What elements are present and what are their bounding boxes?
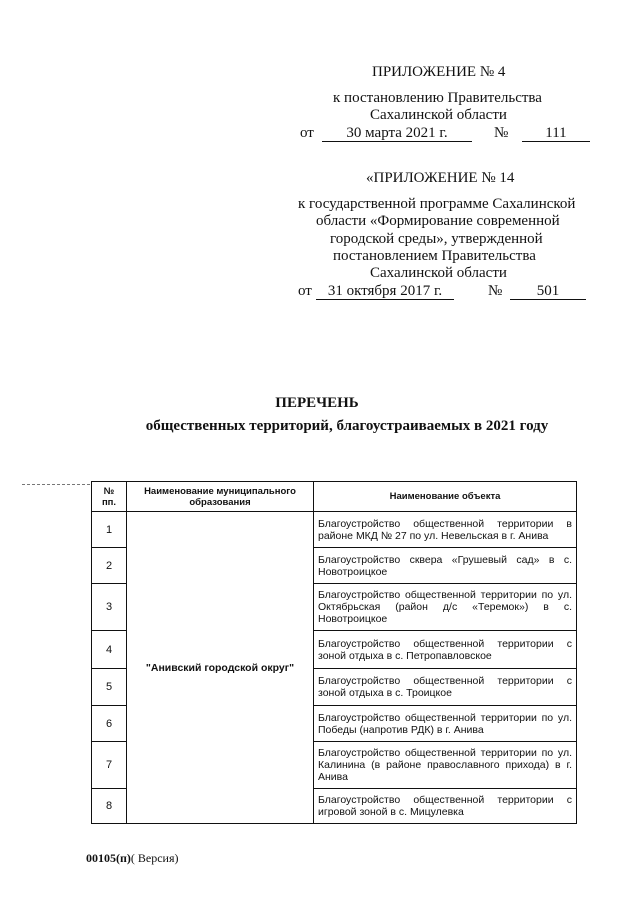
scan-mark	[22, 484, 90, 485]
municipality-cell: "Анивский городской округ"	[127, 512, 314, 824]
row-number: 7	[92, 742, 127, 789]
appendix-title: ПРИЛОЖЕНИЕ № 4	[372, 64, 506, 80]
row-number: 6	[92, 706, 127, 742]
document-title: ПЕРЕЧЕНЬ	[275, 395, 359, 411]
object-name: Благоустройство общественной территории в районе МКД № 27 по ул. Невельская в г. Анива	[314, 512, 577, 548]
program-number: 501	[536, 283, 560, 299]
appendix14-title: «ПРИЛОЖЕНИЕ № 14	[366, 170, 515, 186]
appendix-line-2: Сахалинской области	[370, 107, 507, 123]
object-name: Благоустройство общественной территории по ул. Октябрьская (район д/с «Теремок») в с. Новотроицкое	[314, 584, 577, 631]
row-number: 3	[92, 584, 127, 631]
decree-number: 111	[545, 125, 567, 141]
object-name: Благоустройство общественной территории с зоной отдыха в с. Троицкое	[314, 669, 577, 706]
appendix14-line-5: Сахалинской области	[370, 265, 507, 281]
program-date: 31 октября 2017 г.	[327, 283, 443, 299]
appendix14-line-3: городской среды», утвержденной	[330, 231, 543, 247]
row-number: 5	[92, 669, 127, 706]
object-name: Благоустройство общественной территории с игровой зоной в с. Мицулевка	[314, 789, 577, 824]
header-municipality: Наименование муниципального образования	[127, 482, 314, 512]
object-name: Благоустройство общественной территории по ул. Победы (напротив РДК) в г. Анива	[314, 706, 577, 742]
appendix14-line-1: к государственной программе Сахалинской	[298, 196, 576, 212]
row-number: 4	[92, 631, 127, 669]
appendix14-line-4: постановлением Правительства	[333, 248, 536, 264]
document-code: 00105(п)	[86, 851, 131, 865]
table-header-row	[92, 482, 577, 512]
row-number: 8	[92, 789, 127, 824]
row-number: 2	[92, 548, 127, 584]
header-number: № пп.	[92, 482, 127, 512]
document-version: ( Версия)	[130, 851, 179, 865]
number-label: №	[494, 125, 509, 141]
appendix14-line-2: области «Формирование современной	[316, 213, 560, 229]
object-name: Благоустройство общественной территории по ул. Калинина (в районе православного прихода) в г. Анива	[314, 742, 577, 789]
decree-date: 30 марта 2021 г.	[346, 125, 448, 141]
object-name: Благоустройство общественной территории с зоной отдыха в с. Петропавловское	[314, 631, 577, 669]
date2-prefix: от	[298, 283, 312, 299]
object-name: Благоустройство сквера «Грушевый сад» в с. Новотроицкое	[314, 548, 577, 584]
footer	[86, 851, 179, 866]
number2-label: №	[488, 283, 503, 299]
table-row	[92, 512, 577, 548]
row-number: 1	[92, 512, 127, 548]
header-object: Наименование объекта	[314, 482, 577, 512]
territories-table	[91, 481, 577, 824]
appendix-line-1: к постановлению Правительства	[333, 90, 542, 106]
date-prefix: от	[300, 125, 314, 141]
document-subtitle: общественных территорий, благоустраиваемых в 2021 году	[145, 418, 549, 434]
